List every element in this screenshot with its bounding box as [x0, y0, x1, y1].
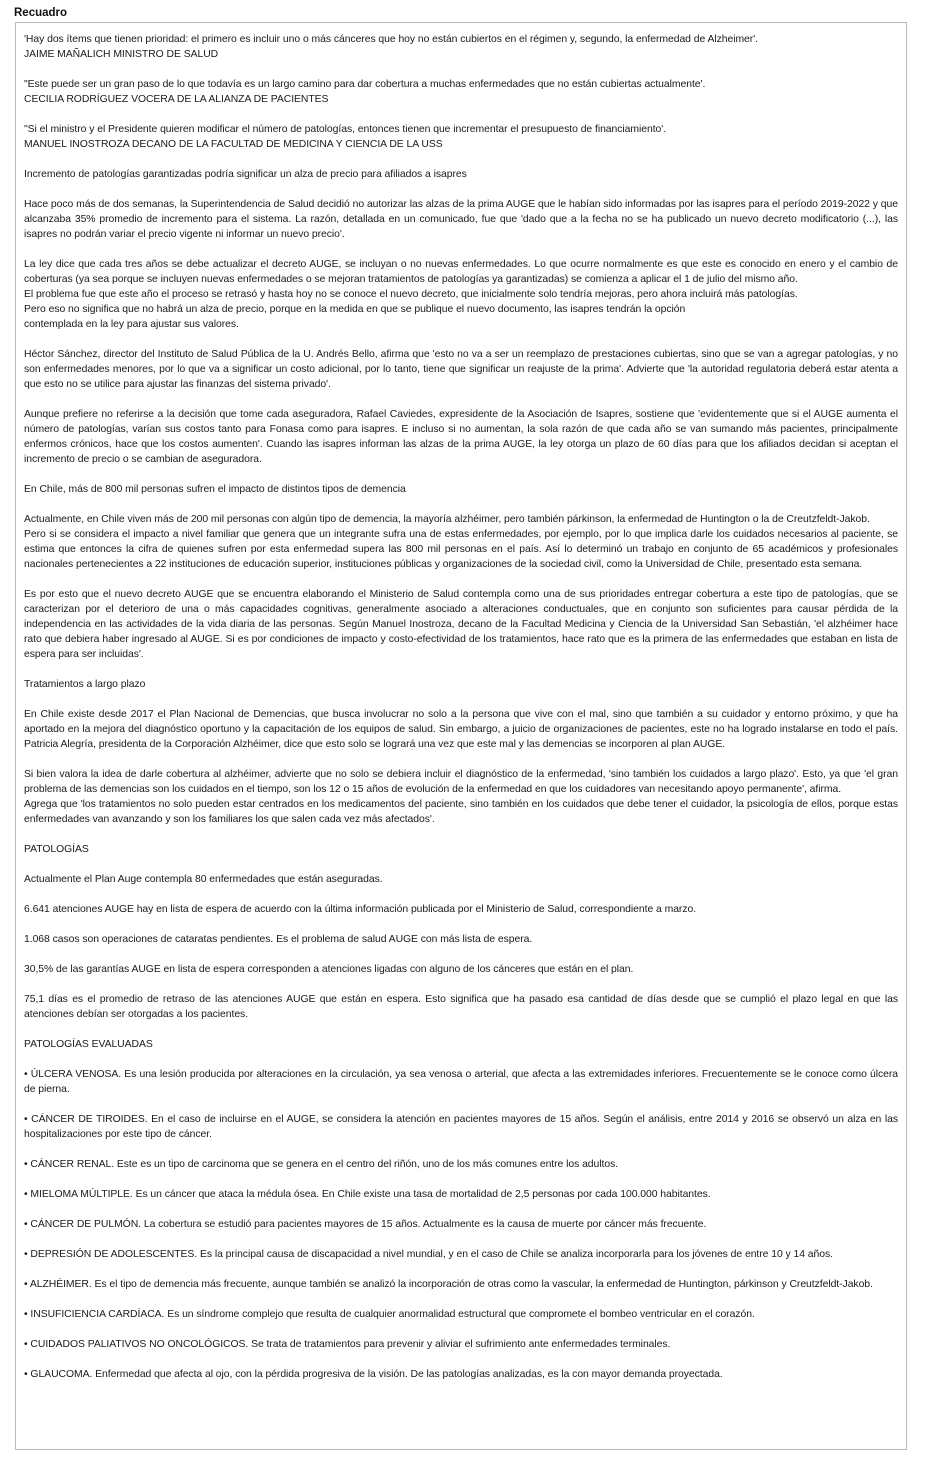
- section-title: Incremento de patologías garantizadas podría significar un alza de precio para afiliados a isapres: [24, 169, 467, 180]
- stat-item: 6.641 atenciones AUGE hay en lista de espera de acuerdo con la última información publicada por el Ministerio de Salud, correspondiente a marzo.: [24, 904, 697, 915]
- pathology-item: • ÚLCERA VENOSA. Es una lesión producida por alteraciones en la circulación, ya sea venosa o arterial, que afecta a las extremidades inferiores. Frecuentemente se le conoce como úlcera de pierna.: [24, 1069, 898, 1095]
- quote-author: JAIME MAÑALICH MINISTRO DE SALUD: [24, 49, 219, 60]
- paragraph: contemplada en la ley para ajustar sus valores.: [24, 319, 239, 330]
- paragraph: Aunque prefiere no referirse a la decisión que tome cada aseguradora, Rafael Caviedes, expresidente de la Asociación de Isapres, sostiene que 'evidentemente que si el AUGE aumenta el número de patologías, varían sus costos tanto para Fonasa como para isapres. E incluso si no aumentan, la sola razón de que cada año se van sumando más pacientes, principalmente enfermos crónicos, hace que los costos aumenten'. Cuando las isapres informan las alzas de la prima AUGE, la ley otorga un plazo de 60 días para que los afiliados decidan si aceptan el incremento de precio o se cambian de aseguradora.: [24, 409, 898, 465]
- pathology-item: • CÁNCER RENAL. Este es un tipo de carcinoma que se genera en el centro del riñón, uno de los más comunes entre los adultos.: [24, 1159, 619, 1170]
- quote-author: CECILIA RODRÍGUEZ VOCERA DE LA ALIANZA DE PACIENTES: [24, 94, 329, 105]
- quote-1: [24, 32, 898, 62]
- stat-item: Actualmente el Plan Auge contempla 80 enfermedades que están aseguradas.: [24, 874, 383, 885]
- section-title: PATOLOGÍAS: [24, 844, 89, 855]
- paragraph: Hace poco más de dos semanas, la Superintendencia de Salud decidió no autorizar las alzas de la prima AUGE que le habían sido informadas por las isapres para el período 2019-2022 y que alcanzaba 35% promedio de incremento para el sistema. La razón, detallada en un comunicado, fue que 'dado que a la fecha no se ha publicado un nuevo decreto modificatorio (...), las isapres no podrán variar el precio vigente ni informar un nuevo precio'.: [24, 199, 898, 240]
- stat-item: 75,1 días es el promedio de retraso de las atenciones AUGE que están en espera. Esto significa que ha pasado esa cantidad de días desde que se cumplió el plazo legal en que las atenciones debían ser otorgadas a los pacientes.: [24, 994, 898, 1020]
- paragraph: Pero si se considera el impacto a nivel familiar que genera que un integrante sufra una de estas enfermedades, por ejemplo, por lo que implica darle los cuidados necesarios al paciente, se estima que entonces la cifra de quienes sufren por esta enfermedad supera las 800 mil personas en el país. Así lo determinó un trabajo en conjunto de 65 académicos y profesionales nacionales pertenecientes a 22 instituciones de educación superior, instituciones públicas y organizaciones de la sociedad civil, como la Universidad de Chile, presentado esta semana.: [24, 529, 898, 570]
- recuadro-content: [24, 32, 898, 1382]
- pathology-item: • MIELOMA MÚLTIPLE. Es un cáncer que ataca la médula ósea. En Chile existe una tasa de mortalidad de 2,5 personas por cada 100.000 habitantes.: [24, 1189, 711, 1200]
- quote-text: "Este puede ser un gran paso de lo que todavía es un largo camino para dar cobertura a muchas enfermedades que no están cubiertas actualmente'.: [24, 79, 706, 90]
- pathology-item: • CÁNCER DE TIROIDES. En el caso de incluirse en el AUGE, se considera la atención en pacientes mayores de 15 años. Según el análisis, entre 2014 y 2016 se observó un alza en las hospitalizaciones por este tipo de cáncer.: [24, 1114, 898, 1140]
- section-title: PATOLOGÍAS EVALUADAS: [24, 1039, 153, 1050]
- paragraph: En Chile existe desde 2017 el Plan Nacional de Demencias, que busca involucrar no solo a la persona que vive con el mal, sino que también a su cuidador y entorno próximo, y que ha aportado en la mejora del diagnóstico oportuno y la capacitación de los equipos de salud. Sin embargo, a juicio de organizaciones de pacientes, este no ha logrado instalarse en todo el país. Patricia Alegría, presidenta de la Corporación Alzhéimer, dice que esto solo se logrará una vez que este mal y las demencias se incorporen al plan AUGE.: [24, 709, 898, 750]
- quote-author: MANUEL INOSTROZA DECANO DE LA FACULTAD DE MEDICINA Y CIENCIA DE LA USS: [24, 139, 443, 150]
- pathology-item: • ALZHÉIMER. Es el tipo de demencia más frecuente, aunque también se analizó la incorporación de otras como la vascular, la enfermedad de Huntington, párkinson y Creutzfeldt-Jakob.: [24, 1279, 873, 1290]
- paragraph: El problema fue que este año el proceso se retrasó y hasta hoy no se conoce el nuevo decreto, que inicialmente solo tendría mejoras, pero ahora incluirá más patologías.: [24, 289, 798, 300]
- paragraph: Pero eso no significa que no habrá un alza de precio, porque en la medida en que se publique el nuevo documento, las isapres tendrán la opción: [24, 304, 686, 315]
- quote-3: [24, 122, 898, 152]
- quote-2: [24, 77, 898, 107]
- section-title: Tratamientos a largo plazo: [24, 679, 146, 690]
- pathology-item: • CUIDADOS PALIATIVOS NO ONCOLÓGICOS. Se trata de tratamientos para prevenir y aliviar el sufrimiento ante enfermedades terminales.: [24, 1339, 671, 1350]
- pathology-item: • DEPRESIÓN DE ADOLESCENTES. Es la principal causa de discapacidad a nivel mundial, y en el caso de Chile se analiza incorporarla para los jóvenes de entre 10 y 14 años.: [24, 1249, 833, 1260]
- quote-text: 'Hay dos ítems que tienen prioridad: el primero es incluir uno o más cánceres que hoy no están cubiertos en el régimen y, segundo, la enfermedad de Alzheimer'.: [24, 34, 758, 45]
- quote-text: "Si el ministro y el Presidente quieren modificar el número de patologías, entonces tienen que incrementar el presupuesto de financiamiento'.: [24, 124, 667, 135]
- pathology-item: • GLAUCOMA. Enfermedad que afecta al ojo, con la pérdida progresiva de la visión. De las patologías analizadas, es la con mayor demanda proyectada.: [24, 1369, 723, 1380]
- pathology-item: • INSUFICIENCIA CARDÍACA. Es un síndrome complejo que resulta de cualquier anormalidad estructural que compromete el bombeo ventricular en el corazón.: [24, 1309, 755, 1320]
- paragraph: Agrega que 'los tratamientos no solo pueden estar centrados en los medicamentos del paciente, sino también en los cuidados que debe tener el cuidador, la psicología de ellos, porque estas enfermedades van avanzando y son los familiares los que salen cada vez más afectados'.: [24, 799, 898, 825]
- pathology-item: • CÁNCER DE PULMÓN. La cobertura se estudió para pacientes mayores de 15 años. Actualmente es la causa de muerte por cáncer más frecuente.: [24, 1219, 707, 1230]
- stat-item: 1.068 casos son operaciones de cataratas pendientes. Es el problema de salud AUGE con más lista de espera.: [24, 934, 533, 945]
- paragraph: Actualmente, en Chile viven más de 200 mil personas con algún tipo de demencia, la mayoría alzhéimer, pero también párkinson, la enfermedad de Huntington o la de Creutzfeldt-Jakob.: [24, 514, 870, 525]
- section-title: En Chile, más de 800 mil personas sufren el impacto de distintos tipos de demencia: [24, 484, 406, 495]
- paragraph: La ley dice que cada tres años se debe actualizar el decreto AUGE, se incluyan o no nuevas enfermedades. Lo que ocurre normalmente es que este es conocido en enero y el cambio de coberturas (ya sea porque se incluyen nuevas enfermedades o se mejoran tratamientos de patologías ya garantizadas) se comienza a aplicar el 1 de julio del mismo año.: [24, 259, 898, 285]
- paragraph: Si bien valora la idea de darle cobertura al alzhéimer, advierte que no solo se debiera incluir el diagnóstico de la enfermedad, 'sino también los cuidados a largo plazo'. Esto, ya que 'el gran problema de las demencias son los cuidados en el tiempo, son los 12 o 15 años de evolución de la enfermedad en que los cuidadores van necesitando apoyo permanente', afirma.: [24, 769, 898, 795]
- paragraph: Héctor Sánchez, director del Instituto de Salud Pública de la U. Andrés Bello, afirma que 'esto no va a ser un reemplazo de prestaciones cubiertas, sino que se van a agregar patologías, y no son enfermedades menores, por lo que va a significar un costo adicional, por lo tanto, tiene que significar un reajuste de la prima'. Advierte que 'la autoridad regulatoria deberá estar atenta a que esto no se utilice para ajustar las finanzas del sistema privado'.: [24, 349, 898, 390]
- paragraph: Es por esto que el nuevo decreto AUGE que se encuentra elaborando el Ministerio de Salud contempla como una de sus prioridades entregar cobertura a este tipo de patologías, que se caracterizan por el deterioro de una o más capacidades cognitivas, generalmente asociado a alteraciones conductuales, que en conjunto son suficientes para causar pérdida de la independencia en las actividades de la vida diaria de las personas. Según Manuel Inostroza, decano de la Facultad Medicina y Ciencia de la Universidad San Sebastián, 'el alzhéimer hace rato que debiera haber ingresado al AUGE. Si es por condiciones de impacto y costo-efectividad de los tratamientos, hace rato que es la primera de las enfermedades que estaban en lista de espera para ser incluidas'.: [24, 589, 898, 660]
- box-heading: Recuadro: [14, 7, 68, 19]
- stat-item: 30,5% de las garantías AUGE en lista de espera corresponden a atenciones ligadas con alguno de los cánceres que están en el plan.: [24, 964, 634, 975]
